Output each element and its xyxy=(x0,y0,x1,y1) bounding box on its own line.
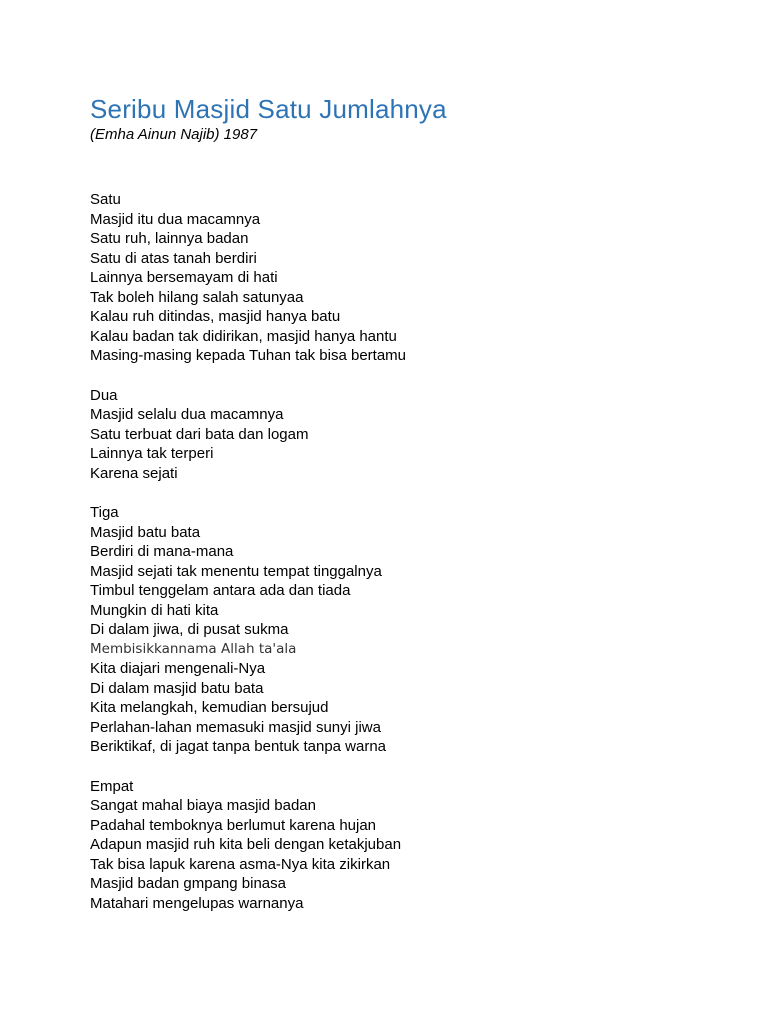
poem-line: Tak boleh hilang salah satunyaa xyxy=(90,288,304,306)
poem-line: Masjid itu dua macamnya xyxy=(90,210,261,228)
poem-line: Satu di atas tanah berdiri xyxy=(90,249,257,267)
poem-line: Matahari mengelupas warnanya xyxy=(90,894,304,912)
stanza-heading: Satu xyxy=(90,191,121,208)
poem-line: Kita melangkah, kemudian bersujud xyxy=(90,699,329,716)
poem-byline: (Emha Ainun Najib) 1987 xyxy=(90,126,258,143)
poem-title: Seribu Masjid Satu Jumlahnya xyxy=(90,94,447,124)
stanza-heading: Empat xyxy=(90,777,134,795)
poem-line: Satu ruh, lainnya badan xyxy=(90,230,249,247)
poem-line: Lainnya bersemayam di hati xyxy=(90,269,278,286)
poem-line: Tak bisa lapuk karena asma-Nya kita zikirkan xyxy=(90,855,391,873)
stanza-satu xyxy=(90,190,750,366)
poem-line: Adapun masjid ruh kita beli dengan ketakjuban xyxy=(90,836,402,853)
poem-line: Timbul tenggelam antara ada dan tiada xyxy=(90,582,351,599)
poem-line: Masjid badan gmpang binasa xyxy=(90,875,286,892)
poem-body xyxy=(90,190,750,913)
poem-line: Kalau badan tak didirikan, masjid hanya hantu xyxy=(90,327,397,345)
poem-line: Masjid selalu dua macamnya xyxy=(90,406,284,423)
poem-line: Di dalam jiwa, di pusat sukma xyxy=(90,621,289,638)
poem-line: Mungkin di hati kita xyxy=(90,601,219,619)
poem-line: Kita diajari mengenali-Nya xyxy=(90,660,266,677)
poem-line: Masjid sejati tak menentu tempat tinggalnya xyxy=(90,562,382,580)
poem-line: Membisikkannama Allah ta'ala xyxy=(90,640,297,657)
poem-line: Masjid batu bata xyxy=(90,523,201,541)
stanza-tiga xyxy=(90,503,750,757)
poem-line: Satu terbuat dari bata dan logam xyxy=(90,425,309,443)
stanza-empat xyxy=(90,777,750,914)
poem-line: Lainnya tak terperi xyxy=(90,445,214,462)
poem-line: Karena sejati xyxy=(90,464,178,482)
poem-line: Beriktikaf, di jagat tanpa bentuk tanpa warna xyxy=(90,738,387,755)
poem-line: Di dalam masjid batu bata xyxy=(90,679,264,697)
stanza-dua xyxy=(90,386,750,484)
stanza-heading: Tiga xyxy=(90,504,119,521)
document-page xyxy=(90,93,750,933)
poem-line: Berdiri di mana-mana xyxy=(90,543,234,560)
poem-line: Perlahan-lahan memasuki masjid sunyi jiwa xyxy=(90,718,381,736)
poem-line: Sangat mahal biaya masjid badan xyxy=(90,797,316,814)
stanza-heading: Dua xyxy=(90,386,118,404)
poem-line: Masing-masing kepada Tuhan tak bisa bertamu xyxy=(90,347,407,364)
poem-line: Kalau ruh ditindas, masjid hanya batu xyxy=(90,308,341,325)
poem-line: Padahal temboknya berlumut karena hujan xyxy=(90,816,377,834)
